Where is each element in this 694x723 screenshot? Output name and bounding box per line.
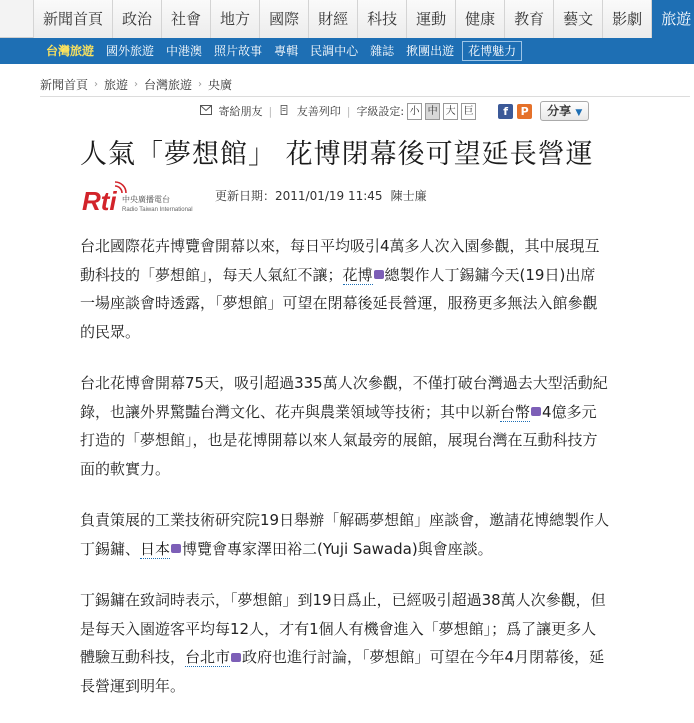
author: 陳士廉 — [390, 189, 427, 203]
breadcrumb-link[interactable]: 旅遊 — [104, 78, 129, 92]
chevron-right-icon: › — [198, 79, 203, 90]
sub-navigation — [0, 38, 694, 64]
top-tab[interactable]: 影劇 — [603, 0, 652, 38]
mail-friend-label: 寄給朋友 — [218, 105, 263, 118]
share-label: 分享 — [547, 104, 572, 118]
envelope-icon — [200, 105, 212, 115]
top-tab[interactable]: 藝文 — [554, 0, 603, 38]
sub-nav-item[interactable]: 國外旅遊 — [106, 44, 155, 58]
breadcrumb-link[interactable]: 台灣旅遊 — [144, 78, 193, 92]
top-navigation — [0, 0, 694, 38]
paragraph-text: 台北國際花卉博覽會開幕以來，每日平均吸引4萬多人次入園參觀，其中展現互動科技的「夢想館」，每天人氣紅不讓； — [80, 237, 600, 284]
paragraph-text: 博覽會專家澤田裕二(Yuji Sawada)與會座談。 — [182, 539, 493, 558]
sub-nav-item[interactable]: 中港澳 — [166, 44, 203, 58]
paragraph-text: 負責策展的工業技術研究院19日舉辦「解碼夢想館」座談會，邀請花博總製作人丁錫鏞、 — [80, 511, 610, 558]
rti-logo — [82, 180, 212, 216]
keyword-info-icon[interactable] — [531, 407, 541, 416]
top-tab[interactable]: 健康 — [456, 0, 505, 38]
sub-nav-item[interactable]: 民調中心 — [310, 44, 359, 58]
top-tab[interactable]: 財經 — [309, 0, 358, 38]
font-size-label: 字級設定: — [356, 105, 405, 118]
plurk-icon[interactable]: P — [517, 104, 532, 119]
paragraph-text: 總製作人丁錫鏞今天(19日)出席一場座談會時透露，「夢想館」可望在閉幕後延長營運，服務更多無法入館參觀的民眾。 — [80, 265, 598, 341]
keyword-link[interactable]: 台北市 — [185, 648, 231, 666]
updated-date: 更新日期：2011/01/19 11:45 — [215, 189, 383, 203]
breadcrumb-link[interactable]: 新聞首頁 — [40, 78, 89, 92]
font-size-option[interactable]: 小 — [407, 103, 422, 120]
top-tab[interactable]: 地方 — [211, 0, 260, 38]
top-tab[interactable]: 運動 — [407, 0, 456, 38]
sub-nav-items — [40, 38, 522, 64]
font-size-option[interactable]: 巨 — [461, 103, 476, 120]
article-paragraph — [80, 369, 610, 483]
print-icon — [278, 105, 290, 115]
article-paragraph — [80, 586, 610, 700]
keyword-info-icon[interactable] — [374, 270, 384, 279]
sub-nav-item[interactable]: 照片故事 — [214, 44, 263, 58]
chevron-right-icon: › — [134, 79, 139, 90]
share-button[interactable] — [540, 101, 589, 121]
top-tab[interactable]: 旅遊 — [652, 0, 694, 38]
paragraph-text: 政府也進行討論，「夢想館」可望在今年4月閉幕後，延長營運到明年。 — [80, 648, 605, 695]
article-paragraph — [80, 232, 610, 346]
article-paragraph — [80, 506, 610, 563]
print-link[interactable] — [278, 103, 341, 119]
breadcrumb — [40, 76, 232, 93]
keyword-link[interactable]: 台幣 — [500, 402, 531, 421]
sub-nav-item[interactable]: 花博魅力 — [462, 41, 522, 61]
article-body — [80, 232, 610, 723]
top-tab[interactable]: 國際 — [260, 0, 309, 38]
font-size-options — [404, 103, 476, 120]
keyword-info-icon[interactable] — [231, 653, 241, 662]
article-title: 人氣「夢想館」 花博閉幕後可望延長營運 — [80, 139, 594, 170]
sub-nav-item[interactable]: 台灣旅遊 — [46, 44, 95, 58]
breadcrumb-link[interactable]: 央廣 — [208, 78, 233, 92]
top-tab[interactable]: 新聞首頁 — [33, 0, 113, 38]
paragraph-text: 4億多元打造的「夢想館」，也是花博開幕以來人氣最旁的展館，展現台灣在互動科技方面的軟實力。 — [80, 402, 598, 478]
sub-nav-item[interactable]: 雜誌 — [370, 44, 395, 58]
paragraph-text: 丁錫鏞在致詞時表示，「夢想館」到19日爲止，已經吸引超過38萬人次參觀，但是每天入園遊客平均每12人，才有1個人有機會進入「夢想館」；爲了讓更多人體驗互動科技， — [80, 591, 606, 666]
toolbar-separator: | — [268, 104, 273, 118]
article-toolbar — [200, 101, 589, 121]
logo-name-en: Radio Taiwan International — [122, 207, 193, 213]
chevron-right-icon: › — [94, 79, 99, 90]
sub-nav-item[interactable]: 揪團出遊 — [406, 44, 455, 58]
font-size-option[interactable]: 中 — [425, 103, 440, 120]
keyword-link[interactable]: 日本 — [140, 539, 171, 558]
logo-brand: Rti — [82, 186, 117, 216]
keyword-info-icon[interactable] — [171, 544, 181, 553]
top-tab[interactable]: 教育 — [505, 0, 554, 38]
keyword-link[interactable]: 花博 — [342, 265, 373, 284]
top-tab[interactable]: 政治 — [113, 0, 162, 38]
breadcrumb-divider — [40, 96, 690, 97]
article-meta — [215, 187, 427, 204]
chevron-down-icon: ▼ — [575, 108, 583, 118]
top-tab-bar — [0, 0, 694, 38]
mail-friend-link[interactable] — [200, 103, 263, 119]
facebook-icon[interactable]: f — [498, 104, 513, 119]
sub-nav-item[interactable]: 專輯 — [274, 44, 299, 58]
print-label: 友善列印 — [296, 105, 341, 118]
toolbar-separator: | — [346, 104, 351, 118]
logo-name-zh: 中央廣播電台 — [122, 195, 170, 204]
top-tab[interactable]: 科技 — [358, 0, 407, 38]
paragraph-text: 台北花博會開幕75天，吸引超過335萬人次參觀，不僅打破台灣過去大型活動紀錄，也讓外界驚豔台灣文化、花卉與農業領域等技術；其中以新 — [80, 374, 608, 421]
font-size-option[interactable]: 大 — [443, 103, 458, 120]
top-tab[interactable]: 社會 — [162, 0, 211, 38]
